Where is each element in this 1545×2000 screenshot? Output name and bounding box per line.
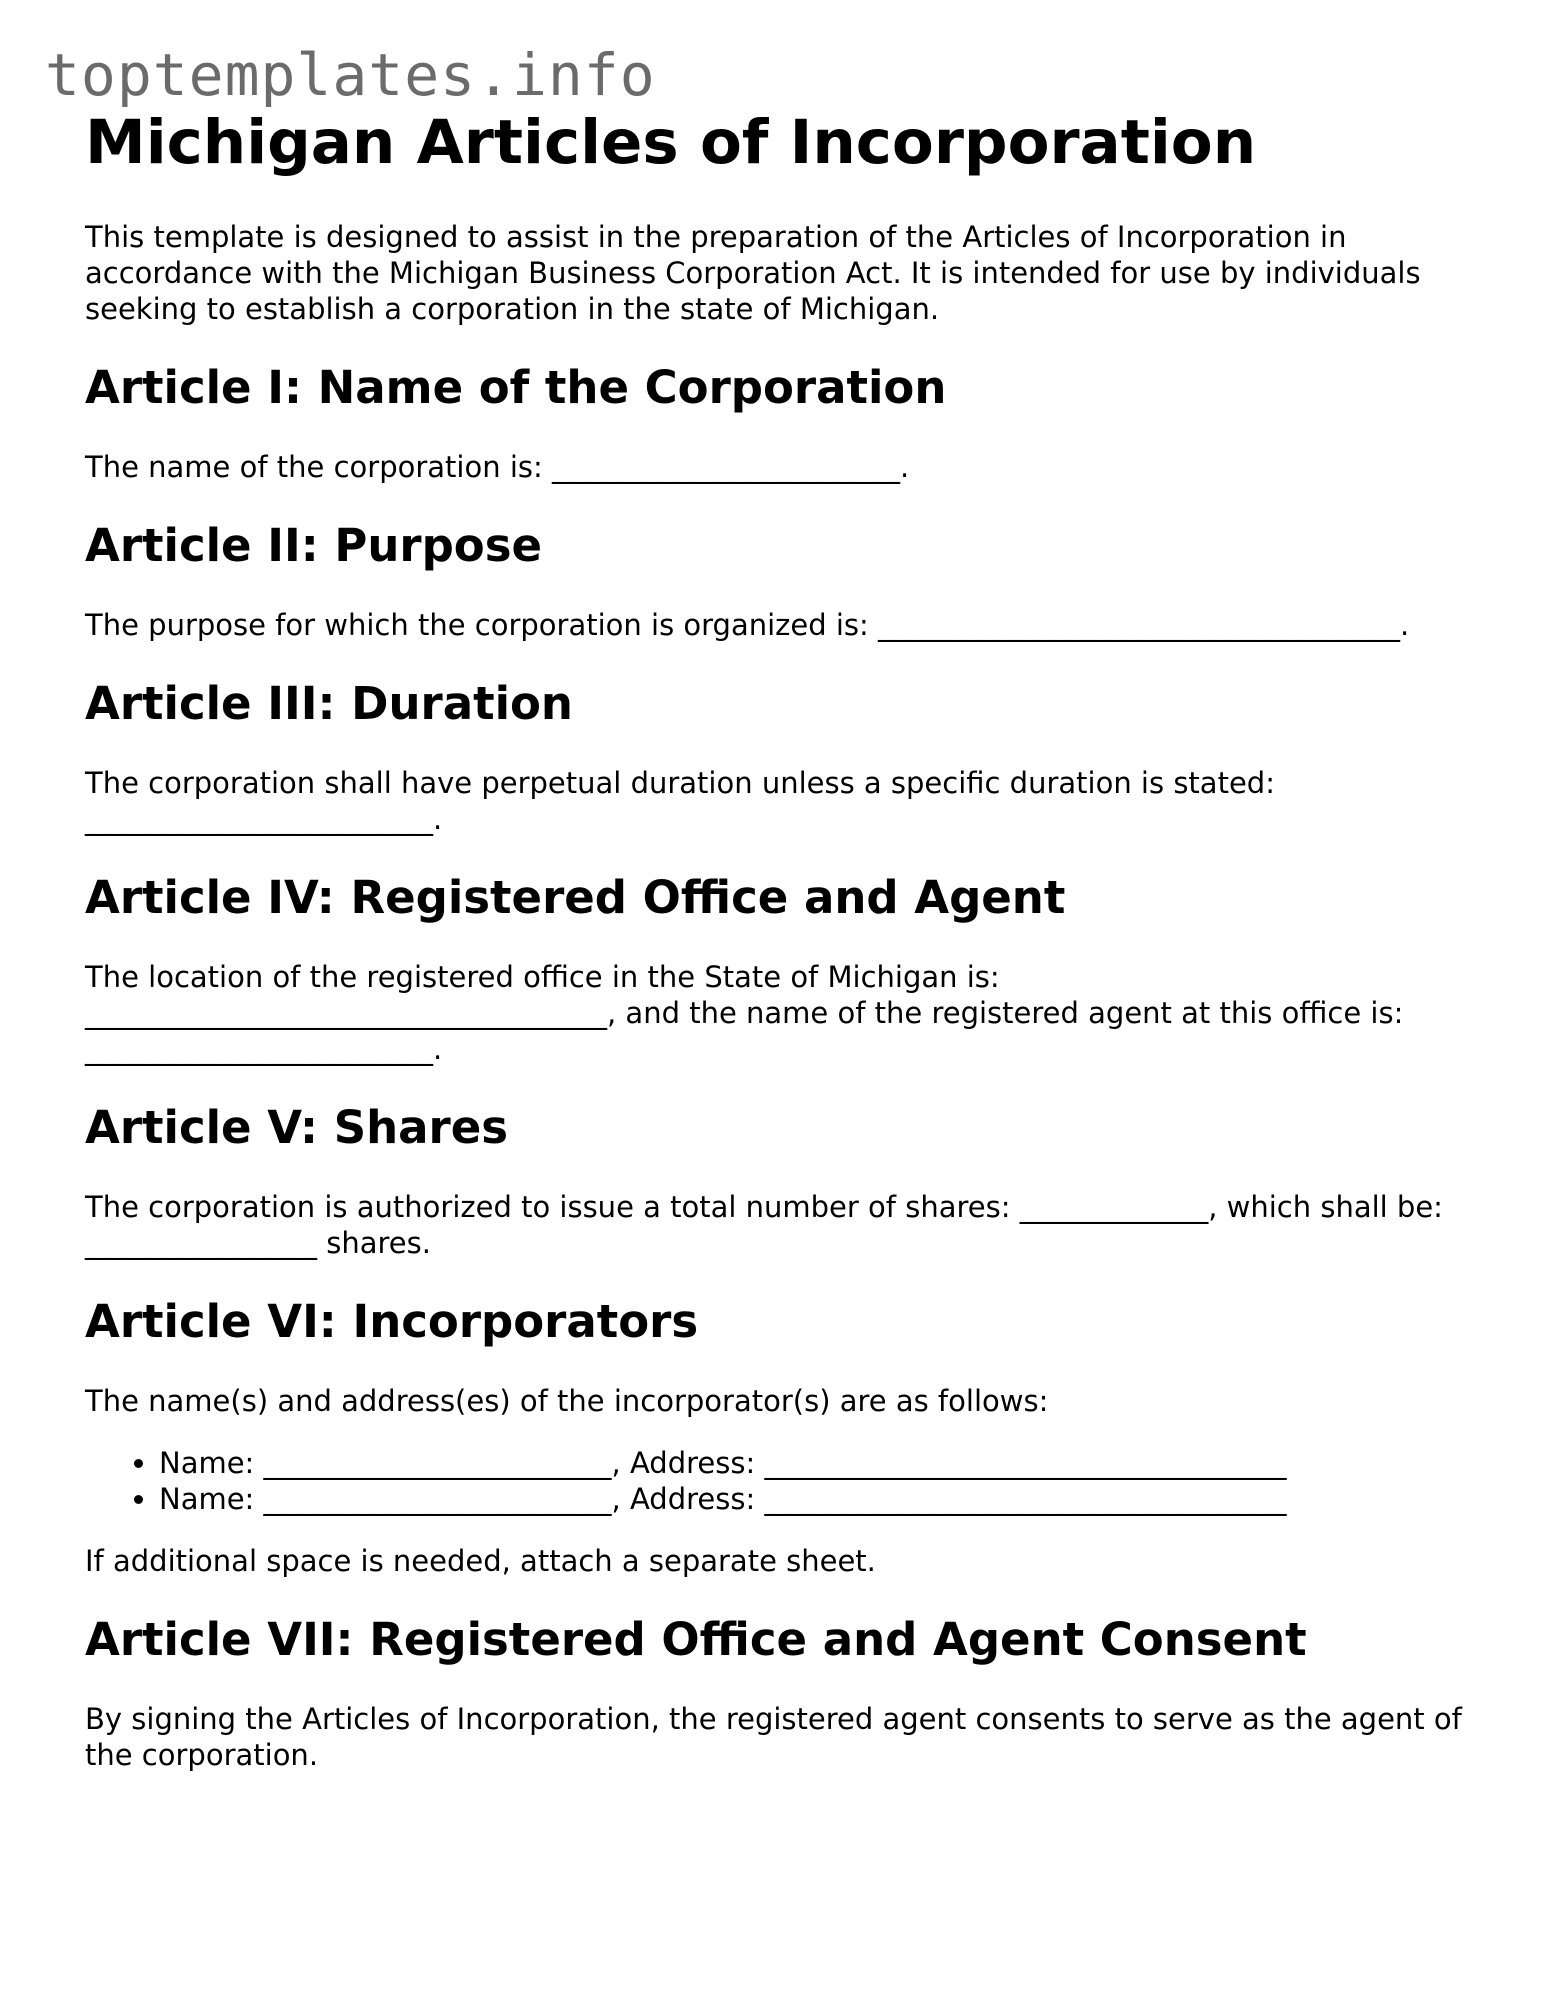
article-5	[85, 1101, 1465, 1261]
watermark: toptemplates.info	[45, 41, 656, 109]
incorporator-list	[85, 1445, 1465, 1517]
article-note: If additional space is needed, attach a separate sheet.	[85, 1544, 876, 1579]
article-heading: Article VI: Incorporators	[85, 1295, 699, 1349]
article-6	[85, 1295, 1465, 1579]
page-title: Michigan Articles of Incorporation	[85, 107, 1257, 178]
intro-paragraph: This template is designed to assist in the preparation of the Articles of Incorporation in accordance with the Michigan Business Corporation Act. It is intended for use by individuals seeking to establish a corporation in the state of Michigan.	[85, 220, 1421, 327]
article-7	[85, 1613, 1465, 1773]
article-text: The location of the registered office in the State of Michigan is: ____________________________________, and the name of the registered agent at this office is: ________________________.	[85, 960, 1404, 1067]
article-text: The name of the corporation is: ________________________.	[85, 450, 910, 485]
article-text: The name(s) and address(es) of the incorporator(s) are as follows:	[85, 1384, 1049, 1419]
article-heading: Article IV: Registered Office and Agent	[85, 871, 1066, 925]
article-text: By signing the Articles of Incorporation, the registered agent consents to serve as the agent of the corporation.	[85, 1702, 1462, 1773]
article-text: The corporation is authorized to issue a total number of shares: _____________, which shall be: ________________ shares.	[85, 1190, 1443, 1261]
article-4	[85, 871, 1465, 1067]
article-2	[85, 519, 1465, 643]
article-heading: Article V: Shares	[85, 1101, 509, 1155]
article-heading: Article I: Name of the Corporation	[85, 361, 947, 415]
list-item: • Name: ________________________, Address: ____________________________________	[159, 1445, 1465, 1481]
article-heading: Article II: Purpose	[85, 519, 543, 573]
article-1	[85, 361, 1465, 485]
article-text: The purpose for which the corporation is organized is: ____________________________________.	[85, 608, 1410, 643]
article-3	[85, 677, 1465, 837]
document-page	[85, 106, 1465, 1773]
article-text: The corporation shall have perpetual duration unless a specific duration is stated: ________________________.	[85, 766, 1275, 837]
article-heading: Article III: Duration	[85, 677, 573, 731]
list-item: • Name: ________________________, Address: ____________________________________	[159, 1481, 1465, 1517]
article-heading: Article VII: Registered Office and Agent Consent	[85, 1613, 1307, 1667]
